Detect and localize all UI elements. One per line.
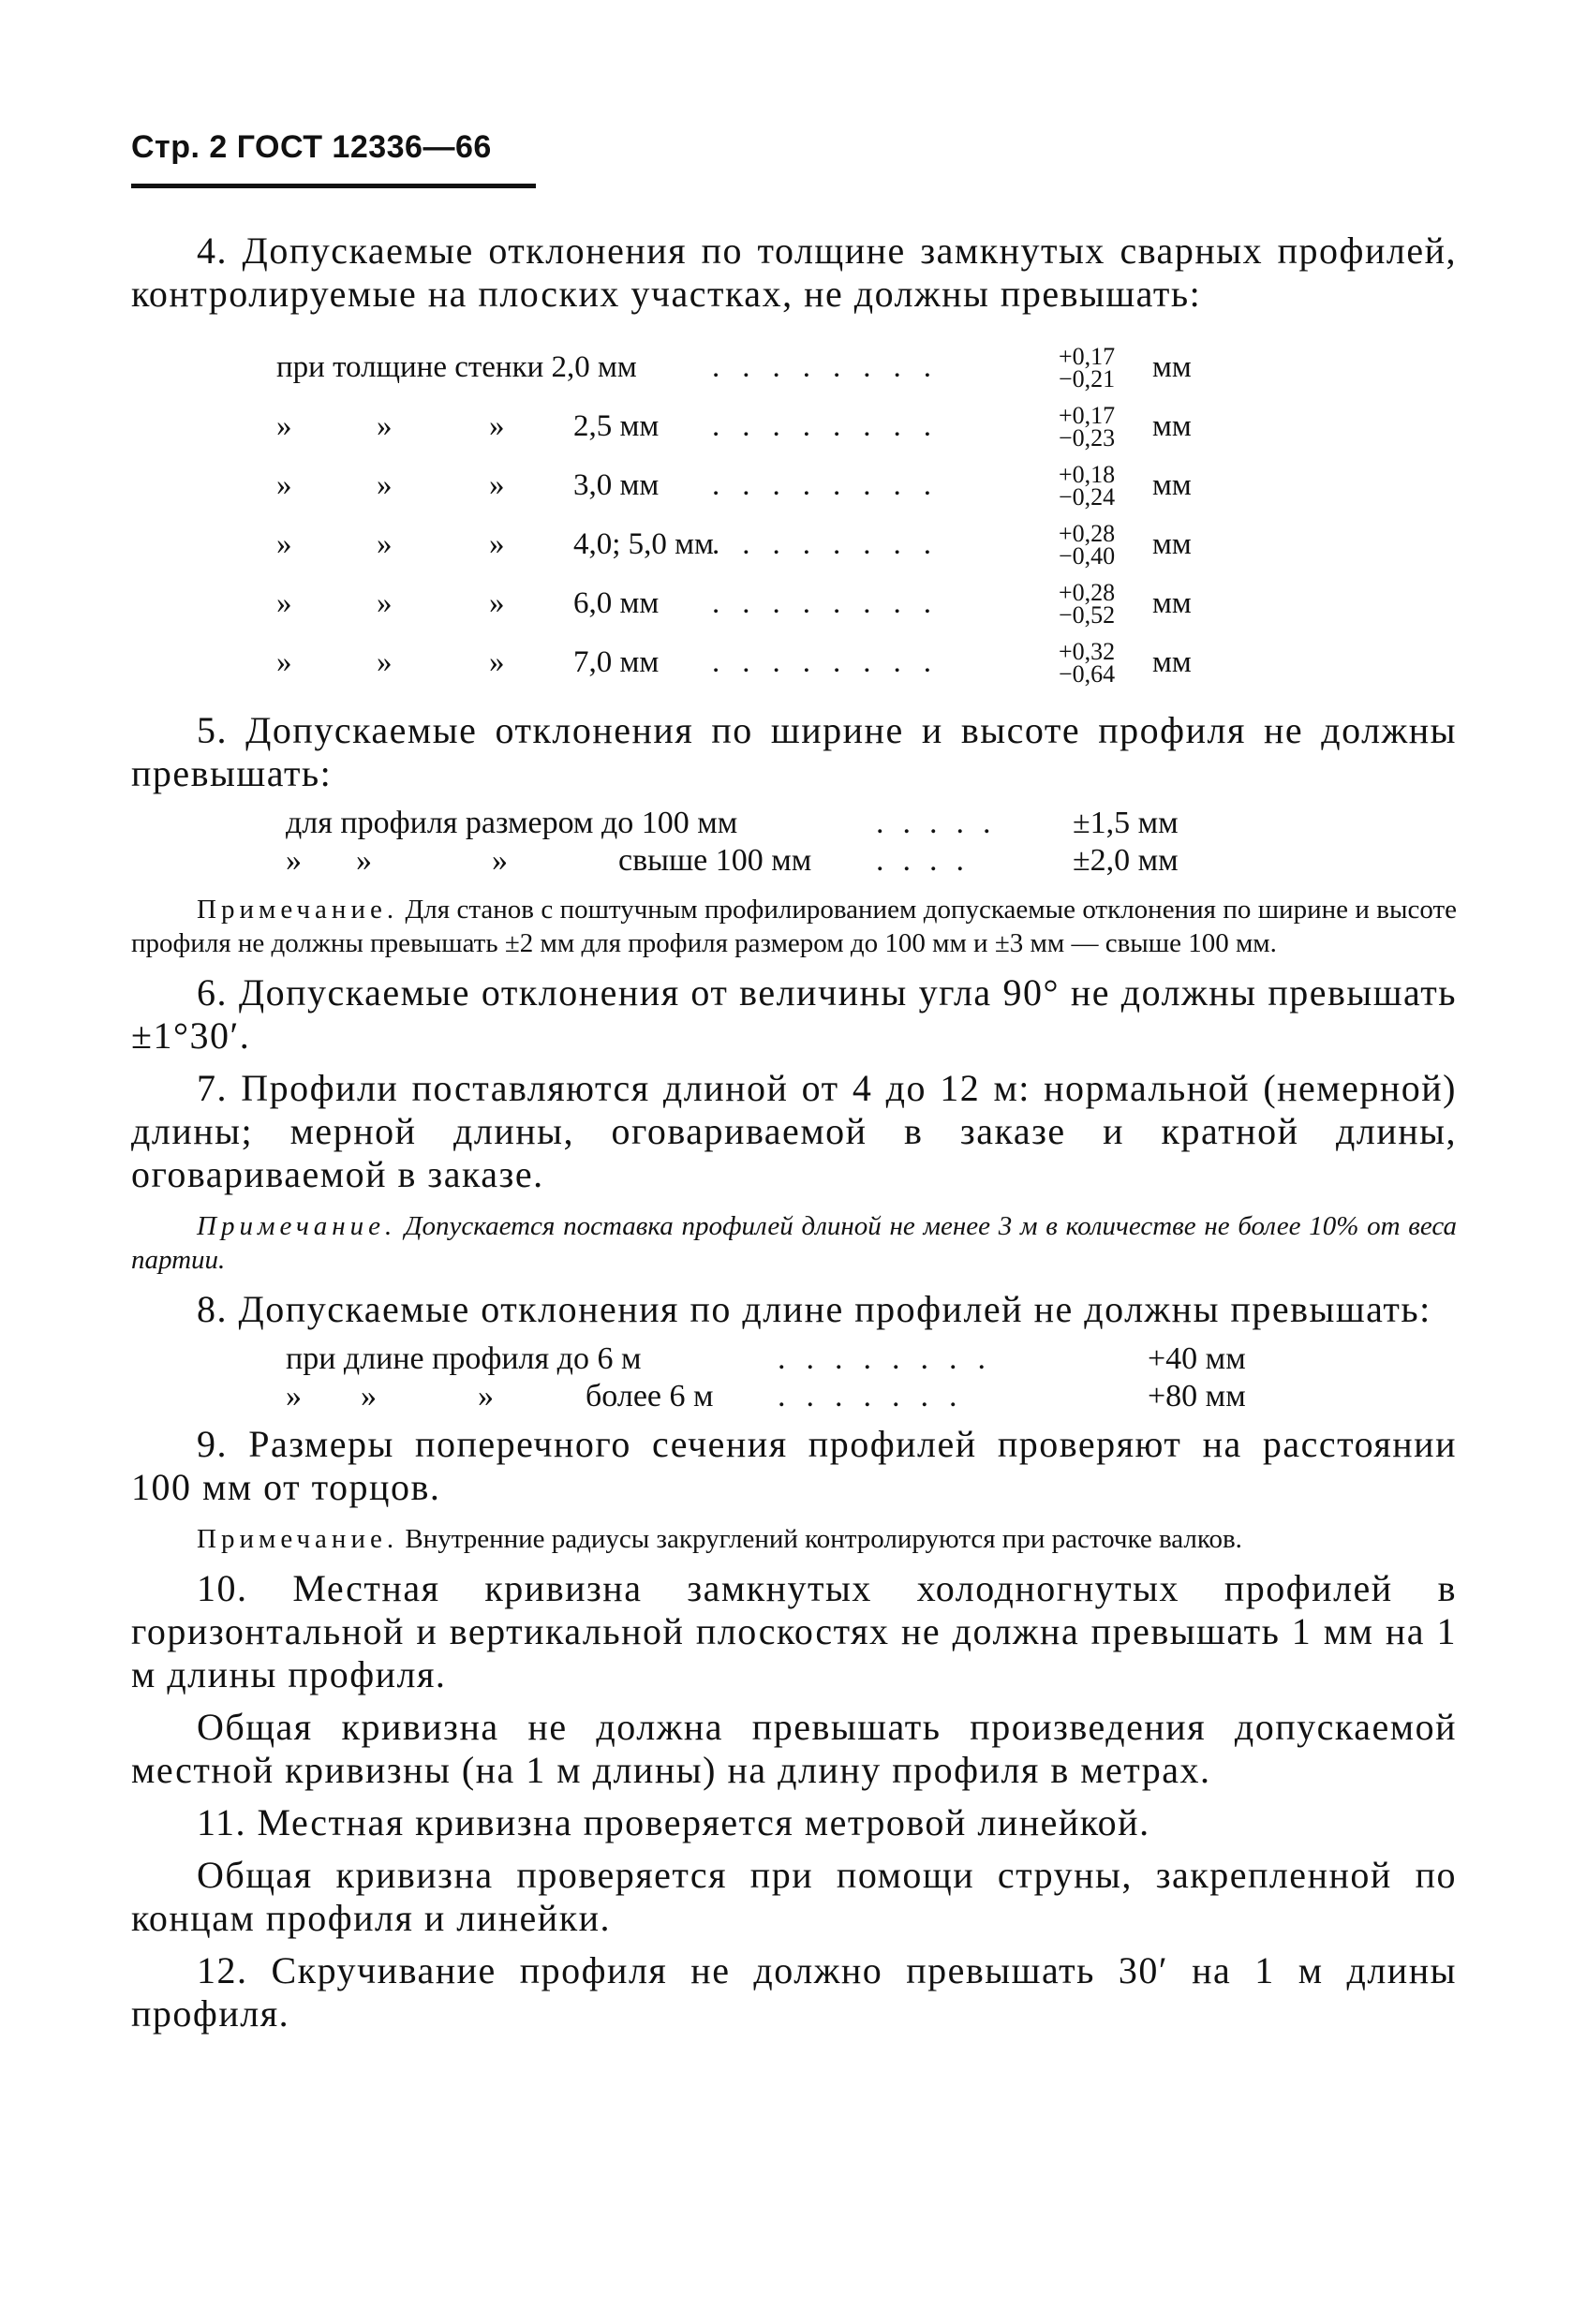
tolerance-upper: +0,18	[1059, 460, 1116, 488]
tolerance	[1059, 460, 1152, 511]
item-value: +80 мм	[1148, 1379, 1246, 1414]
leader-dots: .....	[876, 806, 1010, 840]
ditto-mark: »	[377, 468, 393, 502]
ditto-mark: »	[276, 586, 292, 620]
note-prefix: Примечание.	[197, 895, 399, 925]
item-value: ±2,0 мм	[1073, 843, 1179, 878]
ditto-mark: »	[478, 1379, 494, 1414]
ditto-mark: »	[276, 468, 292, 502]
tolerance-lower: −0,21	[1059, 364, 1116, 392]
leader-dots: .......	[778, 1379, 978, 1414]
page-header: Стр. 2 ГОСТ 12336—66	[131, 129, 492, 165]
ditto-mark: »	[377, 409, 393, 443]
ditto-mark: »	[489, 468, 505, 502]
tolerance-lower: −0,23	[1059, 423, 1116, 451]
document-body	[131, 229, 1457, 2045]
tolerance	[1059, 578, 1152, 629]
row-size: 7,0 мм	[573, 645, 660, 679]
row-label	[276, 409, 712, 444]
leader-dots: ........	[712, 527, 954, 561]
list-item	[286, 1378, 1457, 1415]
ditto-mark: »	[356, 843, 372, 878]
tolerance-lower: −0,52	[1059, 600, 1116, 629]
ditto-mark: »	[377, 586, 393, 620]
row-label	[276, 586, 712, 621]
clause-5: 5. Допускаемые отклонения по ширине и высоте профиля не должны превышать:	[131, 709, 1457, 794]
ditto-mark: »	[361, 1379, 377, 1414]
clause-7: 7. Профили поставляются длиной от 4 до 12 м: нормальной (немерной) длины; мерной длины, оговариваемой в заказе и кратной длины, оговариваемой в заказе.	[131, 1067, 1457, 1195]
unit: мм	[1152, 586, 1192, 620]
note-2	[131, 1209, 1457, 1277]
clause-11: 11. Местная кривизна проверяется метровой линейкой.	[197, 1801, 1150, 1843]
tolerance-lower: −0,40	[1059, 541, 1116, 570]
note-text: Для станов с поштучным профилированием допускаемые отклонения по ширине и высоте профиля не должны превышать ±2 мм для профиля размером до 100 мм и ±3 мм — свыше 100 мм.	[131, 895, 1457, 958]
item-value: +40 мм	[1148, 1341, 1246, 1376]
row-label	[276, 645, 712, 680]
item-label	[286, 1379, 778, 1414]
ditto-mark: »	[286, 1379, 302, 1414]
tolerance-upper: +0,28	[1059, 519, 1116, 547]
list-item	[286, 805, 1457, 842]
note-prefix: Примечание.	[197, 1524, 399, 1554]
tolerance	[1059, 342, 1152, 392]
row-label: при толщине стенки 2,0 мм	[276, 350, 637, 384]
note-text: Внутренние радиусы закруглений контролируются при расточке валков.	[398, 1524, 1242, 1554]
row-size: 6,0 мм	[573, 586, 660, 620]
ditto-mark: »	[489, 527, 505, 561]
clause-11-general: Общая кривизна проверяется при помощи струны, закрепленной по концам профиля и линейки.	[131, 1854, 1457, 1939]
ditto-mark: »	[489, 409, 505, 443]
table-row	[276, 633, 1457, 692]
leader-dots: ........	[712, 350, 954, 384]
leader-dots: ........	[712, 468, 954, 502]
ditto-mark: »	[377, 645, 393, 679]
unit: мм	[1152, 409, 1192, 443]
row-label	[276, 527, 712, 562]
row-size: 2,5 мм	[573, 409, 660, 443]
list-item	[286, 842, 1457, 880]
row-size: 3,0 мм	[573, 468, 660, 502]
ditto-mark: »	[489, 586, 505, 620]
table-row	[276, 397, 1457, 456]
table-row	[276, 338, 1457, 397]
unit: мм	[1152, 350, 1192, 384]
item-label: для профиля размером до 100 мм	[286, 806, 738, 840]
tolerance	[1059, 401, 1152, 451]
table-row	[276, 515, 1457, 574]
clause-9: 9. Размеры поперечного сечения профилей проверяют на расстоянии 100 мм от торцов.	[131, 1423, 1457, 1508]
tolerance-upper: +0,17	[1059, 342, 1116, 370]
length-tolerance-list	[286, 1340, 1457, 1415]
ditto-mark: »	[276, 645, 292, 679]
item-label	[286, 843, 876, 879]
row-label	[276, 468, 712, 503]
note-3	[131, 1522, 1457, 1556]
tolerance	[1059, 519, 1152, 570]
note-prefix: Примечание.	[197, 1211, 397, 1241]
note-1	[131, 893, 1457, 960]
unit: мм	[1152, 468, 1192, 502]
item-value: ±1,5 мм	[1073, 806, 1179, 840]
ditto-mark: »	[492, 843, 508, 878]
header-rule	[131, 184, 536, 188]
table-row	[276, 574, 1457, 633]
clause-10: 10. Местная кривизна замкнутых холодногнутых профилей в горизонтальной и вертикальной плоскостях не должна превышать 1 мм на 1 м длины профиля.	[131, 1567, 1457, 1695]
unit: мм	[1152, 527, 1192, 561]
table-row	[276, 456, 1457, 515]
leader-dots: ........	[712, 586, 954, 620]
tolerance	[1059, 637, 1152, 688]
clause-4: 4. Допускаемые отклонения по толщине замкнутых сварных профилей, контролируемые на плоских участках, не должны превышать:	[131, 229, 1457, 315]
tolerance-lower: −0,64	[1059, 659, 1116, 688]
thickness-tolerance-table	[276, 338, 1457, 692]
row-size: 4,0; 5,0 мм	[573, 527, 714, 561]
leader-dots: ........	[712, 645, 954, 679]
clause-12: 12. Скручивание профиля не должно превышать 30′ на 1 м длины профиля.	[131, 1949, 1457, 2035]
tolerance-upper: +0,28	[1059, 578, 1116, 606]
ditto-mark: »	[286, 843, 302, 878]
list-item	[286, 1340, 1457, 1378]
leader-dots: ........	[712, 409, 954, 443]
ditto-mark: »	[276, 409, 292, 443]
item-text: более 6 м	[586, 1379, 714, 1414]
leader-dots: ....	[876, 843, 983, 878]
tolerance-lower: −0,24	[1059, 482, 1116, 511]
width-tolerance-list	[286, 805, 1457, 880]
unit: мм	[1152, 645, 1192, 679]
tolerance-upper: +0,32	[1059, 637, 1116, 665]
clause-8: 8. Допускаемые отклонения по длине профилей не должны превышать:	[197, 1288, 1431, 1330]
ditto-mark: »	[489, 645, 505, 679]
item-label: при длине профиля до 6 м	[286, 1341, 642, 1376]
leader-dots: ........	[778, 1341, 1006, 1376]
clause-10-general: Общая кривизна не должна превышать произведения допускаемой местной кривизны (на 1 м длины) на длину профиля в метрах.	[131, 1706, 1457, 1791]
note-text: Допускается поставка профилей длиной не менее 3 м в количестве не более 10% от веса партии.	[131, 1211, 1457, 1275]
tolerance-upper: +0,17	[1059, 401, 1116, 429]
clause-6: 6. Допускаемые отклонения от величины угла 90° не должны превышать ±1°30′.	[131, 971, 1457, 1057]
item-text: свыше 100 мм	[618, 843, 812, 878]
ditto-mark: »	[377, 527, 393, 561]
ditto-mark: »	[276, 527, 292, 561]
